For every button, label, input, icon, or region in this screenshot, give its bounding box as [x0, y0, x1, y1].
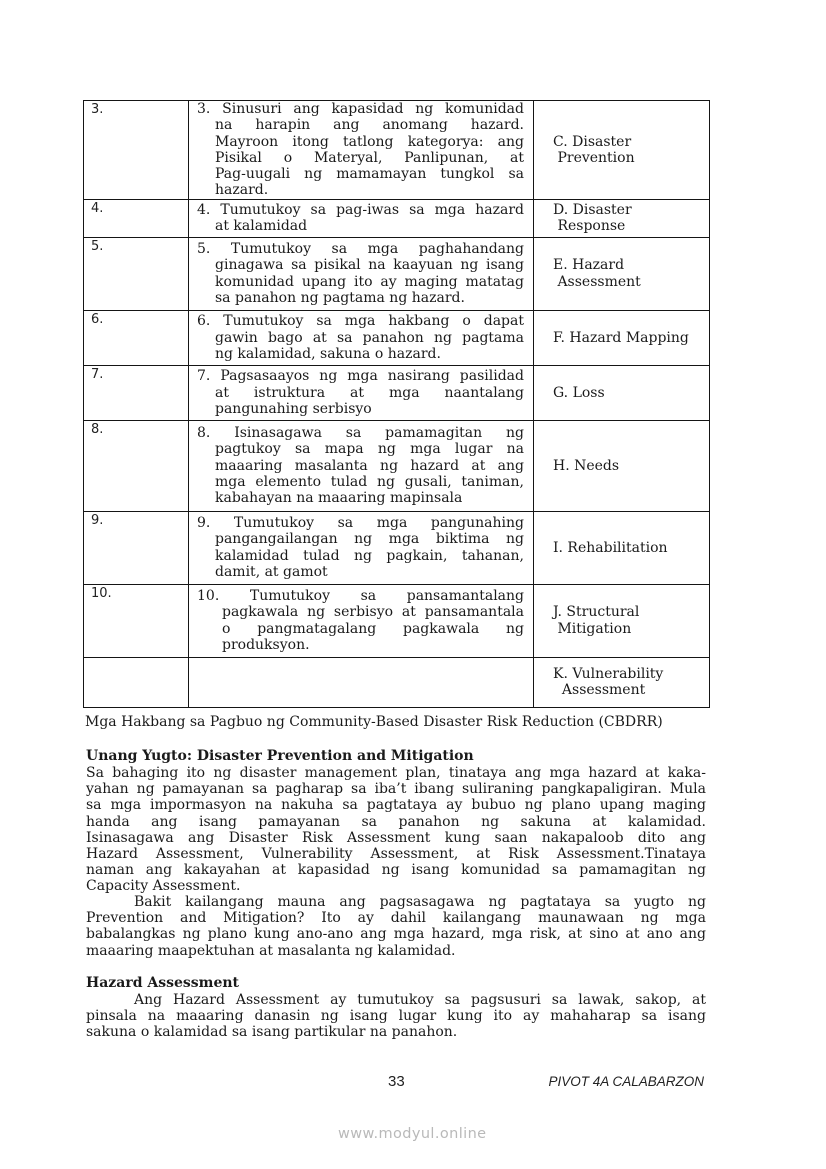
text-line: na harapin ang anomang hazard.	[215, 117, 524, 134]
text-line: at kalamidad	[215, 218, 308, 235]
answer-choice-cell	[534, 420, 710, 511]
text-line: ginagawa sa pisikal na kaayuan ng isang	[215, 257, 524, 274]
answer-choice-cell	[534, 365, 710, 420]
text-line: babalangkas ng plano kung ano-ano ang mga hazard, mga risk, at sino at ano ang	[86, 926, 706, 943]
paragraph-why-assess-first	[86, 894, 706, 959]
text-line: sa panahon ng pagtama ng hazard.	[215, 290, 465, 307]
item-number-cell	[84, 657, 189, 707]
text-line: Capacity Assessment.	[86, 878, 241, 895]
text-line: yahan ng pamayanan sa pagharap sa iba’t ibang suliraning pangkapaligiran. Mula	[86, 781, 706, 798]
text-line: maaaring maapektuhan at masalanta ng kalamidad.	[86, 942, 456, 959]
matching-table-body	[84, 101, 710, 708]
text-line: pangangailangan ng mga biktima ng	[215, 531, 524, 548]
text-line: 3. Sinusuri ang kapasidad ng komunidad	[197, 101, 524, 117]
text-line: H. Needs	[553, 457, 620, 474]
item-number-cell: 5.	[84, 237, 189, 310]
description-cell	[189, 365, 534, 420]
text-line: 6. Tumutukoy sa mga hakbang o dapat	[197, 313, 524, 330]
answer-choice-cell	[534, 237, 710, 310]
description-cell	[189, 199, 534, 237]
answer-choice-cell	[534, 310, 710, 365]
answer-choice-cell	[534, 657, 710, 707]
page-number: 33	[388, 1073, 405, 1090]
description-cell	[189, 584, 534, 657]
text-line: kalamidad tulad ng pagkain, tahanan,	[215, 547, 524, 564]
text-line: 8. Isinasagawa sa pamamagitan ng	[197, 425, 524, 442]
table-row	[84, 199, 710, 237]
text-line: Bakit kailangang mauna ang pagsasagawa ng pagtataya sa yugto ng	[134, 894, 706, 910]
answer-choice-cell	[534, 199, 710, 237]
footer-brand: PIVOT 4A CALABARZON	[548, 1074, 704, 1089]
item-number-cell: 8.	[84, 420, 189, 511]
text-line: Assessment	[553, 273, 641, 290]
text-line: sa mga impormasyon na nakuha sa pagtataya ay bubuo ng plano upang maging	[86, 797, 706, 814]
answer-choice-cell	[534, 584, 710, 657]
text-line: Prevention	[553, 149, 635, 166]
text-line: Sa bahaging ito ng disaster management plan, tinataya ang mga hazard at kaka-	[86, 765, 706, 781]
text-line: Mitigation	[553, 620, 632, 637]
table-row	[84, 420, 710, 511]
table-row	[84, 365, 710, 420]
text-line: 5. Tumutukoy sa mga paghahandang	[197, 241, 524, 258]
text-line: mga elemento tulad ng gusali, taniman,	[215, 473, 524, 490]
text-line: 7. Pagsasaayos ng mga nasirang pasilidad	[197, 368, 524, 385]
text-line: Mayroon itong tatlong kategorya: ang	[215, 133, 524, 150]
description-cell	[189, 420, 534, 511]
description-cell	[189, 310, 534, 365]
text-line: pagtukoy sa mapa ng mga lugar na	[215, 441, 524, 458]
table-row	[84, 237, 710, 310]
paragraph-hazard-assessment	[86, 992, 706, 1041]
text-line: Pag-uugali ng mamamayan tungkol sa	[215, 166, 524, 183]
text-line: D. Disaster	[553, 201, 632, 218]
text-line: maaaring masalanta ng hazard at ang	[215, 457, 524, 474]
text-line: Response	[553, 218, 626, 235]
text-line: 9. Tumutukoy sa mga pangunahing	[197, 515, 524, 532]
text-line: Ang Hazard Assessment ay tumutukoy sa pagsusuri sa lawak, sakop, at	[134, 992, 706, 1008]
answer-choice-cell	[534, 511, 710, 584]
text-line: hazard.	[215, 182, 269, 199]
description-cell	[189, 511, 534, 584]
item-number-cell: 4.	[84, 199, 189, 237]
answer-choice-cell	[534, 101, 710, 200]
text-line: at istruktura at mga naantalang	[215, 384, 524, 401]
text-line: 4. Tumutukoy sa pag-iwas sa mga hazard	[197, 201, 524, 218]
text-line: o pangmatagalang pagkawala ng	[222, 620, 524, 637]
description-cell	[189, 237, 534, 310]
description-cell	[189, 657, 534, 707]
text-line: Pisikal o Materyal, Panlipunan, at	[215, 149, 524, 166]
text-line: 10. Tumutukoy sa pansamantalang	[197, 588, 524, 605]
table-row	[84, 584, 710, 657]
text-line: handa ang isang pamayanan sa panahon ng sakuna at kalamidad.	[86, 813, 706, 830]
text-line: E. Hazard	[553, 257, 625, 274]
section-heading-disaster-prevention: Unang Yugto: Disaster Prevention and Mitigation	[86, 748, 474, 764]
paragraph-disaster-prevention-intro	[86, 765, 706, 895]
text-line: damit, at gamot	[215, 564, 328, 581]
text-line: Assessment	[553, 682, 646, 699]
matching-type-table	[83, 100, 710, 708]
text-line: komunidad upang ito ay maging matatag	[215, 273, 524, 290]
text-line: C. Disaster	[553, 133, 632, 150]
text-line: sakuna o kalamidad sa isang partikular na panahon.	[86, 1024, 458, 1041]
text-line: Prevention and Mitigation? Ito ay dahil kailangang maunawaan ng mga	[86, 910, 706, 927]
table-row	[84, 310, 710, 365]
text-line: naman ang kakayahan at kapasidad ng isang komunidad sa pamamagitan ng	[86, 862, 706, 879]
table-row	[84, 657, 710, 707]
table-row	[84, 101, 710, 200]
cbdrr-steps-caption: Mga Hakbang sa Pagbuo ng Community-Based Disaster Risk Reduction (CBDRR)	[85, 714, 663, 730]
text-line: Hazard Assessment, Vulnerability Assessment, at Risk Assessment.Tinataya	[86, 846, 706, 863]
watermark-link[interactable]: www.modyul.online	[338, 1126, 487, 1142]
description-cell	[189, 101, 534, 200]
text-line: Isinasagawa ang Disaster Risk Assessment kung saan nakapaloob dito ang	[86, 829, 706, 846]
section-heading-hazard-assessment: Hazard Assessment	[86, 975, 240, 991]
item-number-cell: 3.	[84, 101, 189, 200]
item-number-cell: 9.	[84, 511, 189, 584]
text-line: K. Vulnerability	[553, 665, 664, 682]
text-line: pinsala na maaaring danasin ng isang lugar kung ito ay mahaharap sa isang	[86, 1008, 706, 1025]
text-line: pangunahing serbisyo	[215, 400, 372, 417]
text-line: kabahayan na maaaring mapinsala	[215, 490, 463, 507]
text-line: J. Structural	[553, 604, 640, 621]
text-line: gawin bago at sa panahon ng pagtama	[215, 329, 524, 346]
table-row	[84, 511, 710, 584]
item-number-cell: 6.	[84, 310, 189, 365]
text-line: ng kalamidad, sakuna o hazard.	[215, 345, 441, 362]
text-line: G. Loss	[553, 384, 605, 401]
text-line: pagkawala ng serbisyo at pansamantala	[222, 604, 524, 621]
item-number-cell: 7.	[84, 365, 189, 420]
text-line: F. Hazard Mapping	[553, 329, 689, 346]
text-line: I. Rehabilitation	[553, 539, 668, 556]
item-number-cell: 10.	[84, 584, 189, 657]
text-line: produksyon.	[222, 637, 310, 654]
